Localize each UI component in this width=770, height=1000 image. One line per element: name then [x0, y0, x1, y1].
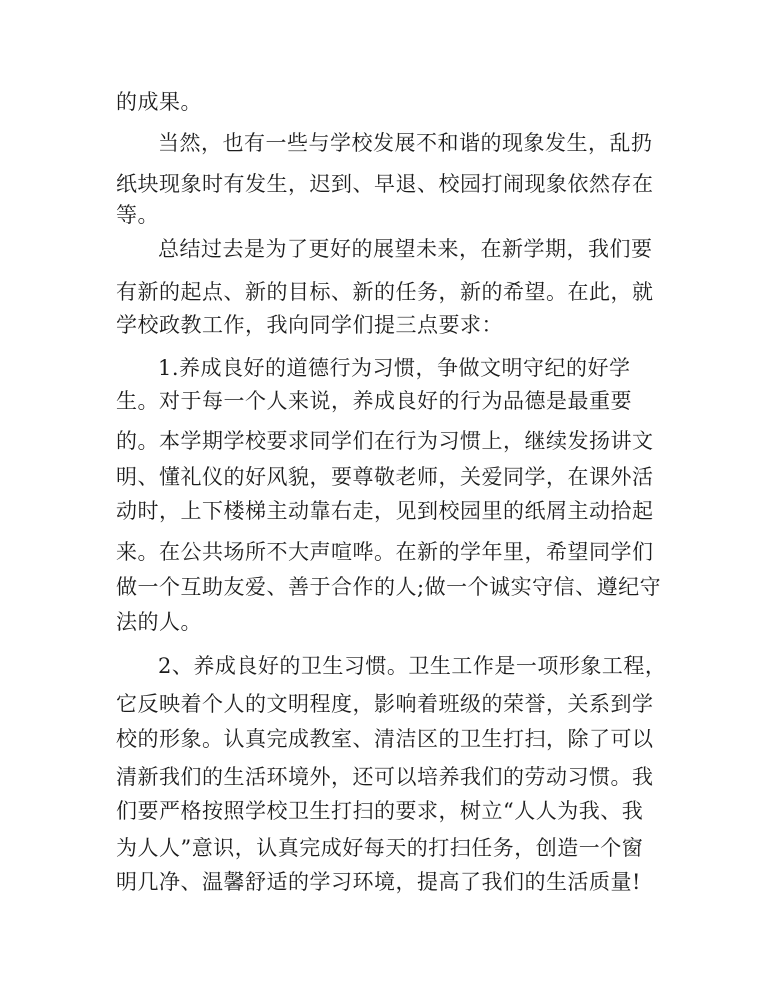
text-line: 来。在公共场所不大声喧哗。在新的学年里，希望同学们: [116, 540, 654, 564]
text-line: 做一个互助友爱、善于合作的人;做一个诚实守信、遵纪守: [116, 575, 662, 599]
text-line: 它反映着个人的文明程度，影响着班级的荣誉，关系到学: [116, 692, 654, 716]
text-line: 动时，上下楼梯主动靠右走，见到校园里的纸屑主动拾起: [116, 499, 654, 523]
text-line: 1.养成良好的道德行为习惯，争做文明守纪的好学: [158, 356, 631, 380]
text-line: 2、养成良好的卫生习惯。卫生工作是一项形象工程，: [158, 654, 667, 678]
text-line: 总结过去是为了更好的展望未来，在新学期，我们要: [158, 237, 653, 261]
text-line: 校的形象。认真完成教室、清洁区的卫生打扫，除了可以: [116, 727, 654, 751]
text-line: 等。: [116, 203, 159, 227]
text-line: 纸块现象时有发生，迟到、早退、校园打闹现象依然存在: [116, 172, 654, 196]
text-line: 学校政教工作，我向同学们提三点要求：: [116, 313, 503, 337]
text-line: 当然，也有一些与学校发展不和谐的现象发生，乱扔: [158, 131, 653, 155]
text-line: 生。对于每一个人来说，养成良好的行为品德是最重要: [116, 389, 632, 413]
text-line: 明几净、温馨舒适的学习环境，提高了我们的生活质量!: [116, 870, 641, 894]
text-line: 明、懂礼仪的好风貌，要尊敬老师，关爱同学，在课外活: [116, 465, 654, 489]
text-line: 为人人”意识，认真完成好每天的打扫任务，创造一个窗: [116, 836, 644, 860]
text-line: 们要严格按照学校卫生打扫的要求，树立“人人为我、我: [116, 799, 644, 823]
text-line: 的成果。: [116, 90, 202, 114]
text-line: 的。本学期学校要求同学们在行为习惯上，继续发扬讲文: [116, 429, 654, 453]
text-line: 法的人。: [116, 610, 202, 634]
text-line: 清新我们的生活环境外，还可以培养我们的劳动习惯。我: [116, 765, 654, 789]
text-line: 有新的起点、新的目标、新的任务，新的希望。在此，就: [116, 280, 654, 304]
